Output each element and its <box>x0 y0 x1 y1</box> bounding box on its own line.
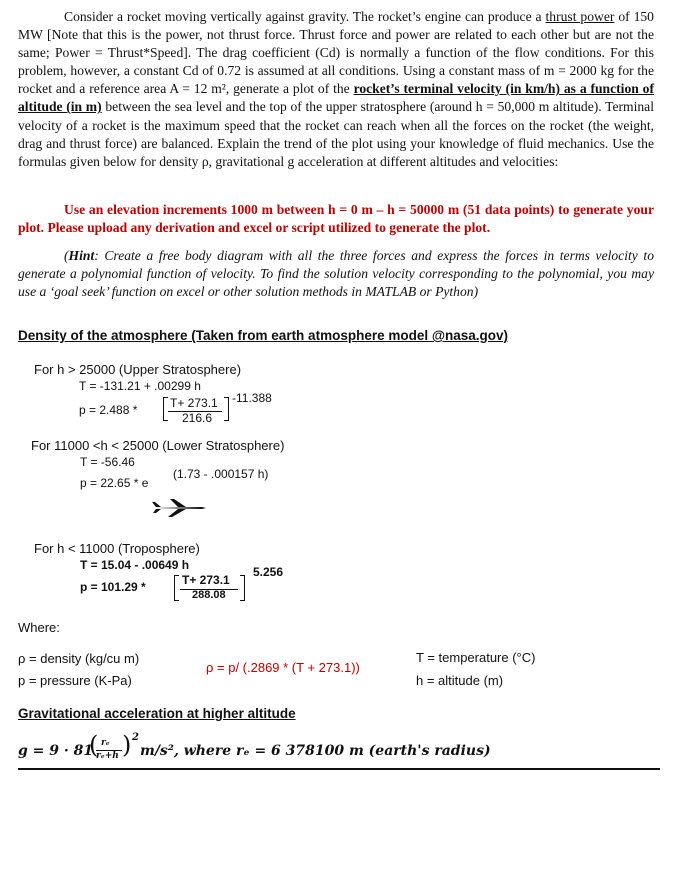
bottom-rule <box>18 768 660 770</box>
tropo-numerator: T+ 273.1 <box>182 573 230 587</box>
gravity-right-paren: ) <box>122 731 132 759</box>
terminal-velocity-term: rocket’s terminal velocity (in km/h) as a function of altitude (in m) <box>18 81 654 115</box>
upper-stratosphere-title: For h > 25000 (Upper Stratosphere) <box>34 362 242 377</box>
altitude-definition: h = altitude (m) <box>416 673 504 688</box>
thrust-power-term: thrust power <box>545 9 615 24</box>
gravity-numerator: rₑ <box>101 738 110 748</box>
upper-right-bracket <box>224 397 229 421</box>
gravity-heading: Gravitational acceleration at higher altitude <box>18 706 296 721</box>
upper-denominator: 216.6 <box>182 411 213 425</box>
gravity-units: m/s², where rₑ = 6 378100 m (earth's radius) <box>140 743 491 759</box>
tropo-exponent: 5.256 <box>253 565 284 579</box>
gravity-left-paren: ( <box>89 731 99 759</box>
density-definition: ρ = density (kg/cu m) <box>18 651 140 666</box>
intro-text-1: Consider a rocket moving vertically against gravity. The rocket’s engine can produce a <box>64 9 546 24</box>
intro-text-2: of 150 MW [Note that this is the power, not thrust force. Thrust force and power are related to each other but are not the same; Power = Thrust*Speed]. The drag coefficient (Cd) is normally a function of the flow conditions. For this problem, however, a constant Cd of 0.72 is assumed at all conditions. Using a constant mass of m = 2000 kg for the rocket and a reference area A = 12 m², generate a plot of the <box>18 9 654 97</box>
instruction-paragraph <box>18 201 654 237</box>
temperature-definition: T = temperature (°C) <box>416 650 536 665</box>
intro-text-3: between the sea level and the top of the upper stratosphere (around h = 50,000 m altitude). Terminal velocity of a rocket is the maximum speed that the rocket can reach when all the forces on the rocket (the weight, drag and thrust force) are balanced. Explain the trend of the plot using your knowledge of fluid mechanics. Use the formulas given below for density ρ, gravitational g acceleration at different altitudes and velocities: <box>18 99 654 169</box>
lower-exponent: (1.73 - .000157 h) <box>173 467 269 481</box>
gravity-lhs: g = 9 · 81 <box>18 743 94 759</box>
density-heading: Density of the atmosphere (Taken from earth atmosphere model @nasa.gov) <box>18 328 509 343</box>
hint-text: : Create a free body diagram with all the three forces and express the forces in terms velocity to generate a polynomial function of velocity. To find the solution velocity corresponding to the polynomial, you may use a ‘goal seek’ function on excel or other solution methods in MATLAB or Python) <box>18 248 654 300</box>
upper-left-bracket <box>163 397 168 421</box>
tropo-T-formula: T = 15.04 - .00649 h <box>80 558 190 572</box>
airplane-icon <box>150 497 208 519</box>
tropo-right-bracket <box>240 575 245 601</box>
gravity-power: 2 <box>132 732 139 743</box>
instruction-text: Use an elevation increments 1000 m between h = 0 m – h = 50000 m (51 data points) to generate your plot. Please upload any derivation and excel or script utilized to generate the plot. <box>18 202 654 236</box>
tropo-denominator: 288.08 <box>192 589 226 601</box>
lower-p-formula: p = 22.65 * e <box>80 476 149 490</box>
upper-numerator: T+ 273.1 <box>170 396 218 410</box>
upper-exponent: -11.388 <box>232 391 272 405</box>
pressure-definition: p = pressure (K-Pa) <box>18 673 132 688</box>
upper-p-formula: p = 2.488 * <box>79 403 138 417</box>
tropo-left-bracket <box>174 575 179 601</box>
tropo-p-formula: p = 101.29 * <box>80 580 146 594</box>
gravity-denominator: rₑ+h <box>96 751 119 761</box>
lower-stratosphere-title: For 11000 <h < 25000 (Lower Stratosphere) <box>31 438 285 453</box>
where-label: Where: <box>18 620 60 635</box>
hint-paragraph: (Hint: Create a free body diagram with all the three forces and express the forces in terms velocity to generate a polynomial function of velocity. To find the solution velocity corresponding to the polynomial, you may use a ‘goal seek’ function on excel or other solution methods in MATLAB or Python) <box>18 248 654 300</box>
hint-label: Hint <box>68 248 95 263</box>
intro-paragraph <box>18 8 654 171</box>
troposphere-title: For h < 11000 (Troposphere) <box>34 541 200 556</box>
lower-T-formula: T = -56.46 <box>80 455 135 469</box>
density-formula: ρ = p/ (.2869 * (T + 273.1)) <box>206 660 360 675</box>
upper-T-formula: T = -131.21 + .00299 h <box>79 379 201 393</box>
